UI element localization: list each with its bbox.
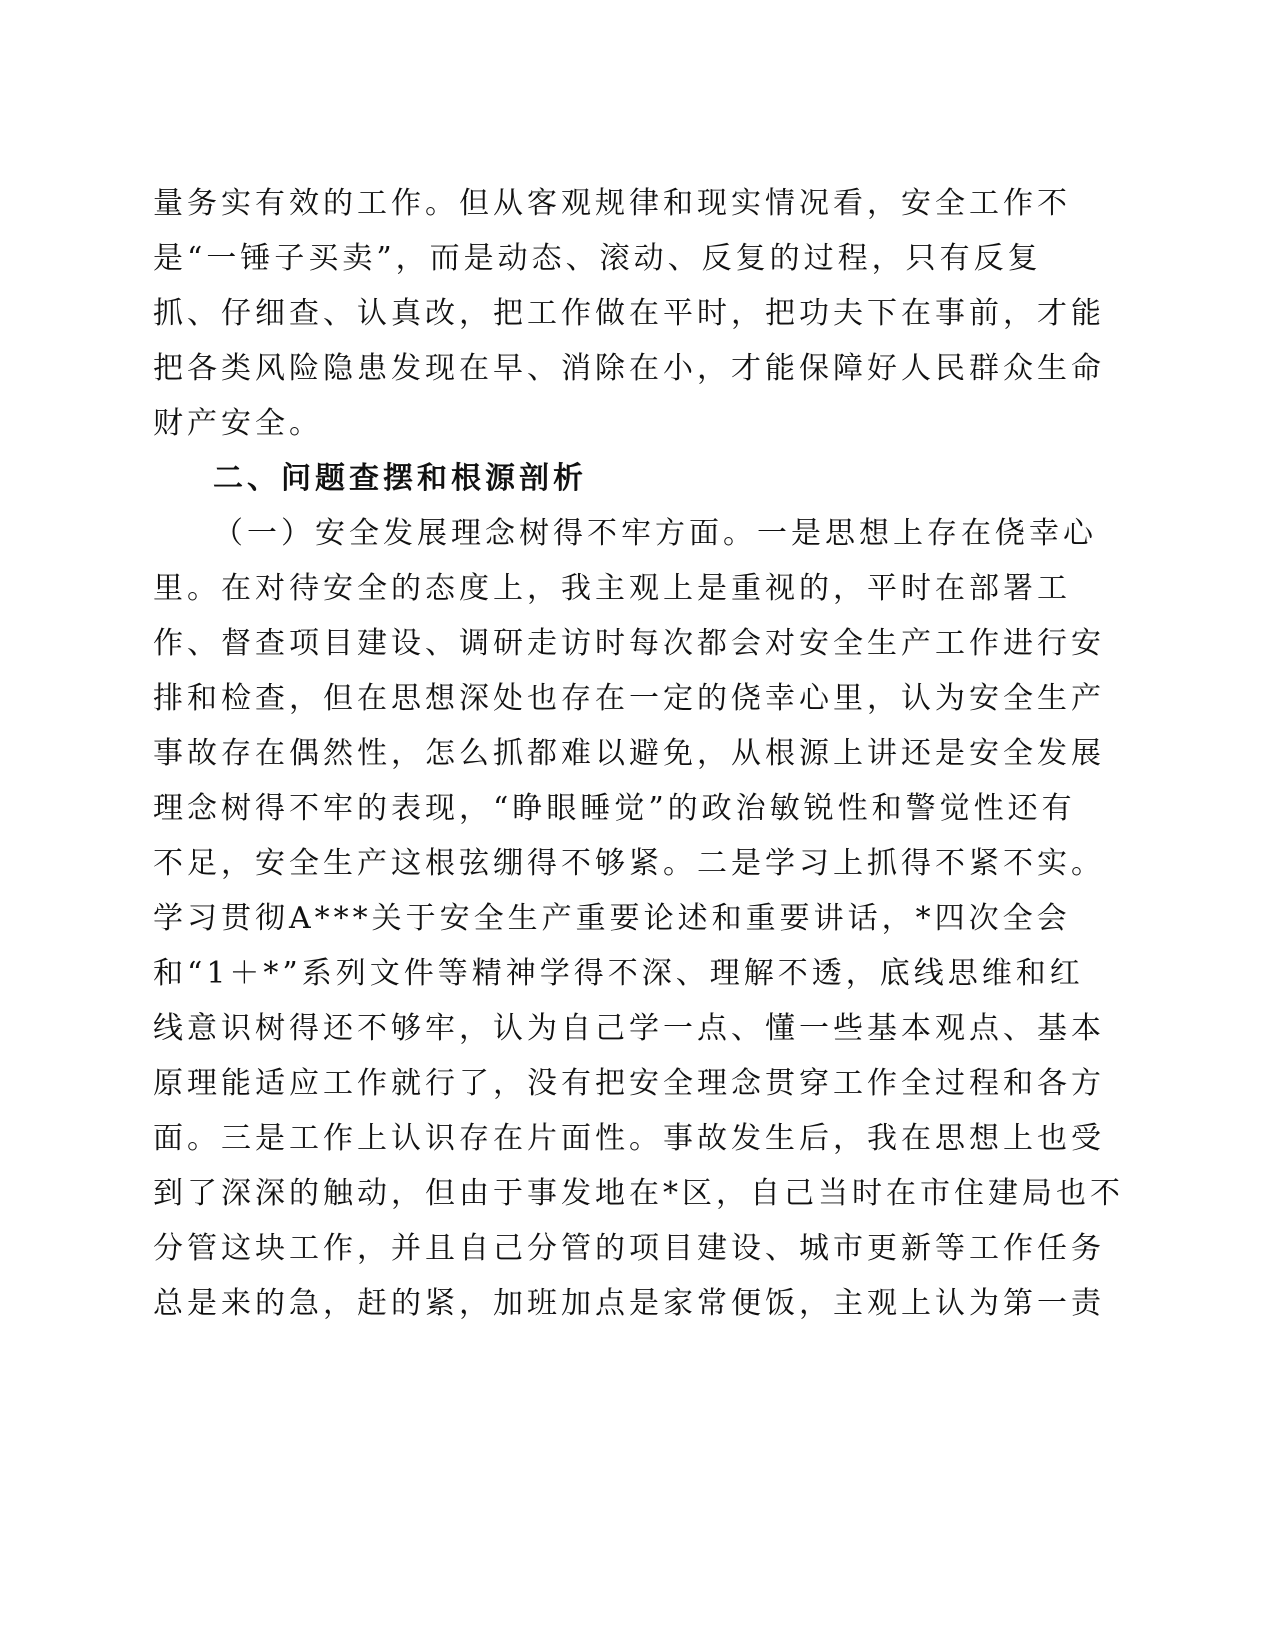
text-line: 理念树得不牢的表现，“睁眼睡觉”的政治敏锐性和警觉性还有	[153, 791, 1076, 826]
text-line: （一）安全发展理念树得不牢方面。一是思想上存在侥幸心	[213, 516, 1097, 551]
text-line: 排和检查，但在思想深处也存在一定的侥幸心里，认为安全生产	[153, 681, 1105, 716]
text-line: 原理能适应工作就行了，没有把安全理念贯穿工作全过程和各方	[153, 1066, 1105, 1101]
document-body	[153, 176, 1124, 1331]
text-line: 和“1＋*”系列文件等精神学得不深、理解不透，底线思维和红	[153, 956, 1084, 991]
text-line: 事故存在偶然性，怎么抓都难以避免，从根源上讲还是安全发展	[153, 736, 1105, 771]
text-line: 总是来的急，赶的紧，加班加点是家常便饭，主观上认为第一责	[153, 1286, 1105, 1321]
text-line: 线意识树得还不够牢，认为自己学一点、懂一些基本观点、基本	[153, 1011, 1105, 1046]
section-heading: 二、问题查摆和根源剖析	[213, 461, 587, 496]
text-line: 把各类风险隐患发现在早、消除在小，才能保障好人民群众生命	[153, 351, 1105, 386]
text-line: 里。在对待安全的态度上，我主观上是重视的，平时在部署工	[153, 571, 1071, 606]
text-line: 作、督查项目建设、调研走访时每次都会对安全生产工作进行安	[153, 626, 1105, 661]
text-line: 财产安全。	[153, 406, 323, 441]
text-line: 到了深深的触动，但由于事发地在*区，自己当时在市住建局也不	[153, 1176, 1124, 1211]
text-line: 分管这块工作，并且自己分管的项目建设、城市更新等工作任务	[153, 1231, 1105, 1266]
text-line: 不足，安全生产这根弦绷得不够紧。二是学习上抓得不紧不实。	[153, 846, 1105, 881]
text-line: 学习贯彻A***关于安全生产重要论述和重要讲话，*四次全会	[153, 901, 1071, 936]
text-line: 是“一锤子买卖”，而是动态、滚动、反复的过程，只有反复	[153, 241, 1042, 276]
text-line: 面。三是工作上认识存在片面性。事故发生后，我在思想上也受	[153, 1121, 1105, 1156]
text-line: 量务实有效的工作。但从客观规律和现实情况看，安全工作不	[153, 186, 1071, 221]
text-line: 抓、仔细查、认真改，把工作做在平时，把功夫下在事前，才能	[153, 296, 1105, 331]
